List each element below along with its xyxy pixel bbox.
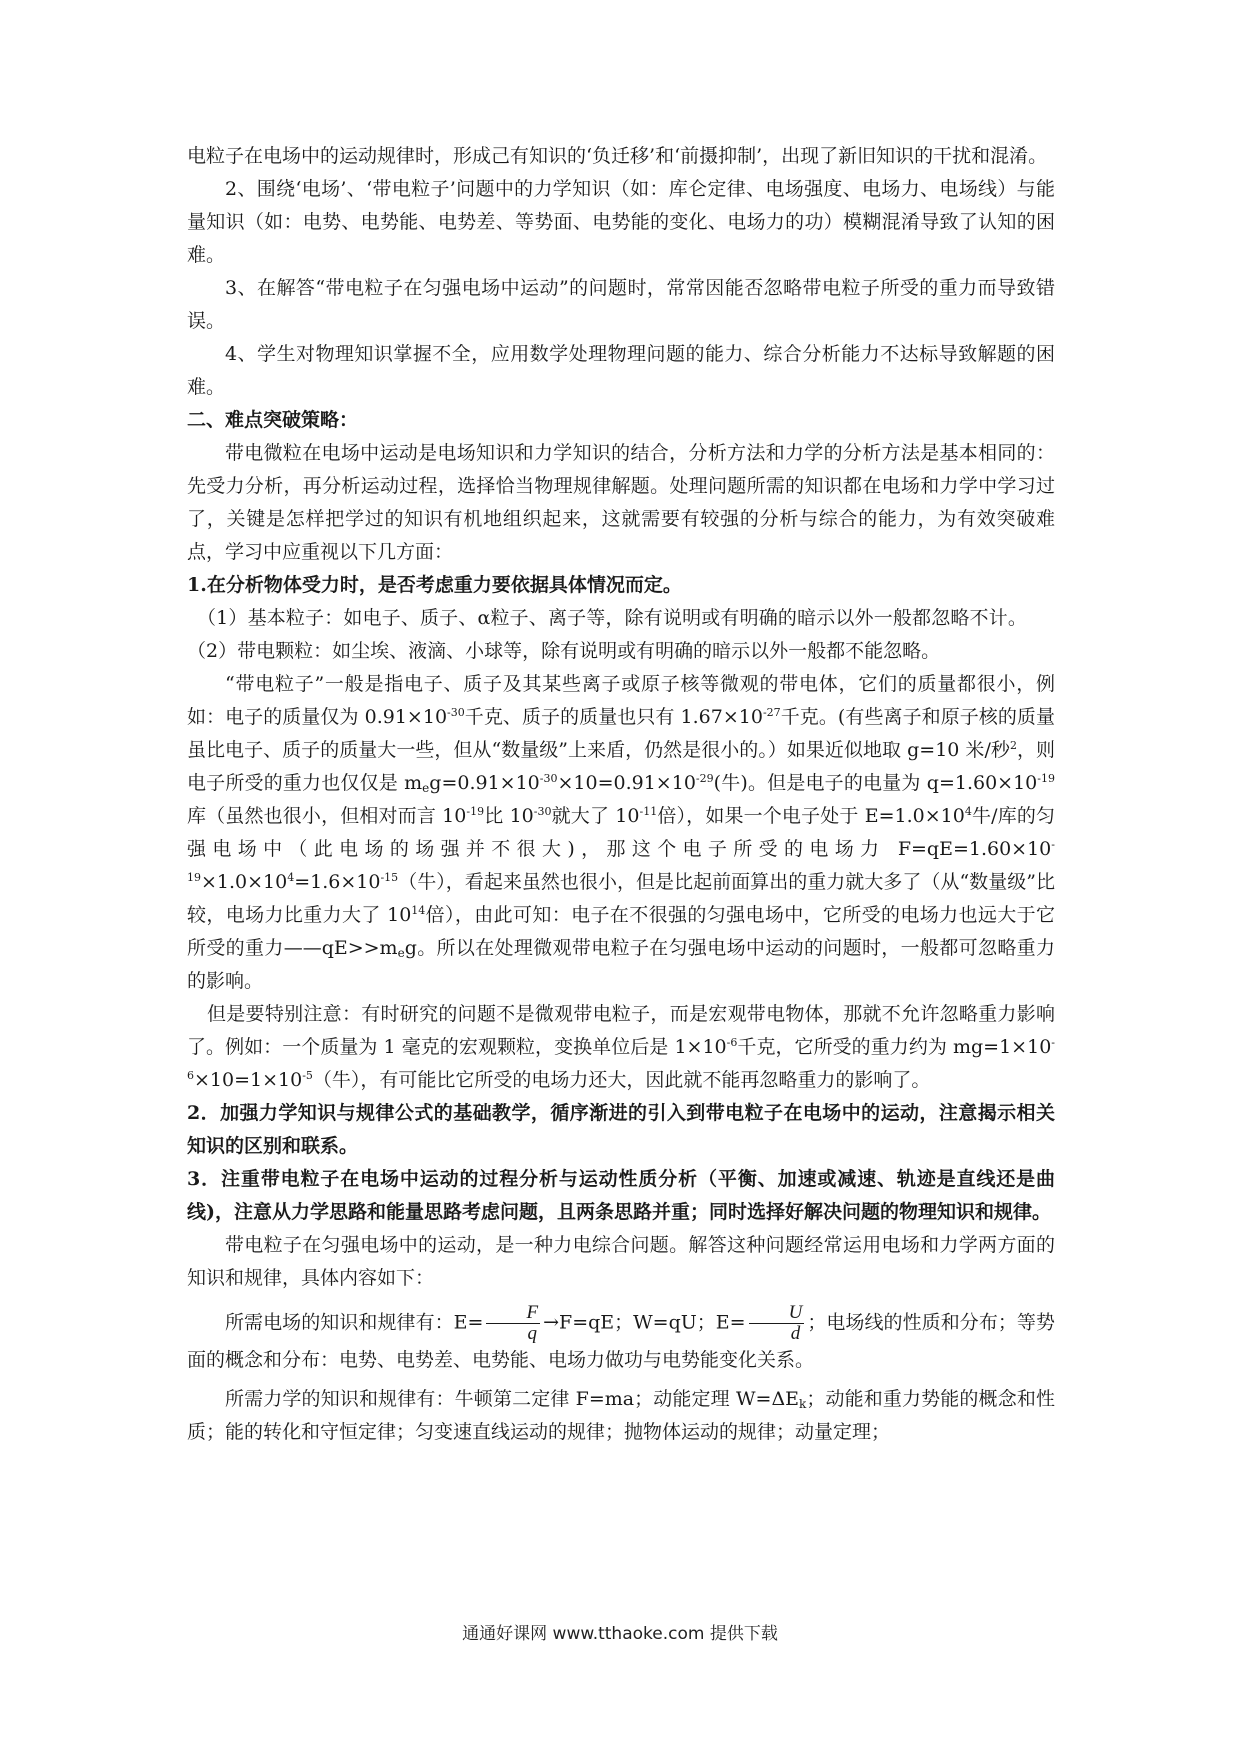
page-footer: 通通好课网 www.tthaoke.com 提供下载: [462, 1624, 778, 1644]
paragraph-force-electric-intro: 带电粒子在匀强电场中的运动，是一种力电综合问题。解答这种问题经常运用电场和力学两方面的知识和规律，具体内容如下：: [187, 1234, 1055, 1289]
section-heading-strategy: 二、难点突破策略：: [187, 409, 359, 431]
subheading-gravity: 1.在分析物体受力时，是否考虑重力要依据具体情况而定。: [187, 574, 682, 596]
paragraph-particle-types: [187, 602, 1055, 668]
charged-granules-text: （2）带电颗粒：如尘埃、液滴、小球等，除有说明或有明确的暗示以外一般都不能忽略。: [187, 640, 941, 662]
subheading-mechanics-basics: 2．加强力学知识与规律公式的基础教学，循序渐进的引入到带电粒子在电场中的运动，注意揭示相关知识的区别和联系。: [187, 1102, 1055, 1157]
paragraph-electric-field-laws: 所需电场的知识和规律有：E= $\frac{F}{q}$ →F=qE；W=qU；E= $\frac{U}{d}$ ；电场线的性质和分布；等势面的概念和分布：电势、电势差、电势能、电场力做功与电势能变化关系。: [187, 1302, 1055, 1371]
basic-particles-text: （1）基本粒子：如电子、质子、α粒子、离子等，除有说明或有明确的暗示以外一般都忽略不计。: [197, 607, 1027, 629]
paragraph-mechanics-laws: 所需力学的知识和规律有：牛顿第二定律 F=ma；动能定理 $W=\Delta E_k$；动能和重力势能的概念和性质；能的转化和守恒定律；匀变速直线运动的规律；抛物体运动的规律；动量定理；: [187, 1388, 1055, 1443]
fraction-f-over-q: $\frac{F}{q}$: [486, 1303, 540, 1344]
document-body: [187, 140, 1055, 1449]
fraction-u-over-d: $\frac{U}{d}$: [749, 1303, 805, 1344]
paragraph-strategy-intro: 带电微粒在电场中运动是电场知识和力学知识的结合，分析方法和力学的分析方法是基本相同的：先受力分析，再分析运动过程，选择恰当物理规律解题。处理问题所需的知识都在电场和力学中学习过了，关键是怎样把学过的知识有机地组织起来，这就需要有较强的分析与综合的能力，为有效突破难点，学习中应重视以下几方面：: [187, 442, 1055, 563]
paragraph-point-4: 4、学生对物理知识掌握不全，应用数学处理物理问题的能力、综合分析能力不达标导致解题的困难。: [187, 343, 1055, 398]
paragraph-point-3: 3、在解答“带电粒子在匀强电场中运动”的问题时，常常因能否忽略带电粒子所受的重力而导致错误。: [187, 277, 1055, 332]
subheading-process-analysis: 3．注重带电粒子在电场中运动的过程分析与运动性质分析（平衡、加速或减速、轨迹是直线还是曲线)，注意从力学思路和能量思路考虑问题，且两条思路并重；同时选择好解决问题的物理知识和规律。: [187, 1168, 1055, 1223]
paragraph-charged-particle-example: “带电粒子”一般是指电子、质子及其某些离子或原子核等微观的带电体，它们的质量都很小，例如：电子的质量仅为 $0.91\times 10^{-30}$千克、质子的质量也只有 $1.67\times 10^{-27}$千克。(有些离子和原子核的质量虽比电子、质子的质量大一些，但从“数量级”上来盾，仍然是很小的。）如果近似地取 g=10 米/秒$^2$，则电子所受的重力也仅仅是 $m_eg=0.91\times 10^{-30}\times 10=0.91\times 10^{-29}$(牛)。但是电子的电量为 $q=1.60\times 10^{-19}$库（虽然也很小，但相对而言 $10^{-19}$比 $10^{-30}$就大了 $10^{-11}$倍），如果一个电子处于 $E=1.0\times 10^4$牛/库的匀强电场中（此电场的场强并不很大)，那这个电子所受的电场力 $F=qE=1.60\times 10^{-19}\times 1.0\times 10^4=1.6\times 10^{-15}$（牛），看起来虽然也很小，但是比起前面算出的重力就大多了（从“数量级”比较，电场力比重力大了 $10^{14}$倍），由此可知：电子在不很强的匀强电场中，它所受的电场力也远大于它所受的重力$——qE>>m_eg$。所以在处理微观带电粒子在匀强电场中运动的问题时，一般都可忽略重力的影响。: [187, 673, 1056, 992]
paragraph-point-2: 2、围绕‘电场’、‘带电粒子’问题中的力学知识（如：库仑定律、电场强度、电场力、电场线）与能量知识（如：电势、电势能、电势差、等势面、电势能的变化、电场力的功）模糊混淆导致了认知的困难。: [187, 178, 1055, 266]
paragraph-macroscopic-note: 但是要特别注意：有时研究的问题不是微观带电粒子，而是宏观带电物体，那就不允许忽略重力影响了。例如：一个质量为 1 毫克的宏观颗粒，变换单位后是 $1\times 10^{-6}$千克，它所受的重力约为 $mg=1\times 10^{-6}\times 10=1\times 10^{-5}$（牛），有可能比它所受的电场力还大，因此就不能再忽略重力的影响了。: [187, 1003, 1055, 1091]
paragraph-continuation: 电粒子在电场中的运动规律时，形成己有知识的‘负迁移’和‘前摄抑制’，出现了新旧知识的干扰和混淆。: [187, 145, 1048, 167]
